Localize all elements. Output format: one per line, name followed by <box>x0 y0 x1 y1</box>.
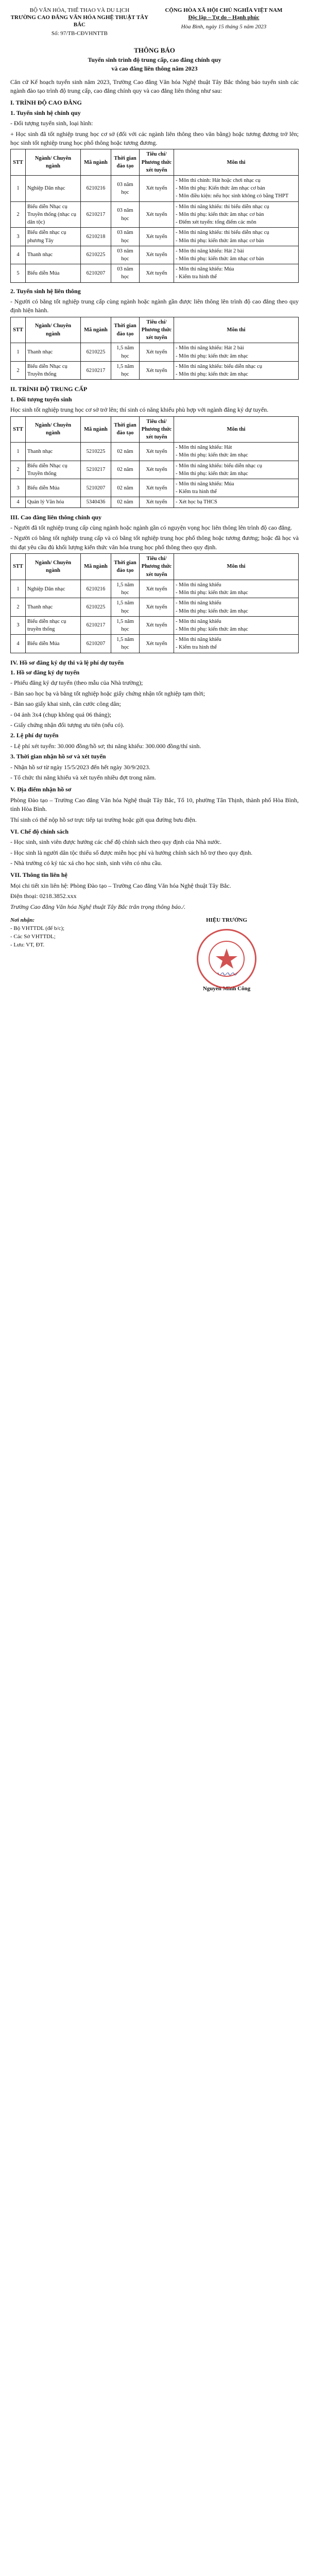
document-subtitle-1: Tuyển sinh trình độ trung cấp, cao đẳng chính quy <box>88 56 221 63</box>
cell-subjects <box>174 443 299 461</box>
cell-time: 03 năm học <box>111 246 140 264</box>
cell-subjects <box>174 264 299 282</box>
cell-criteria: Xét tuyển <box>140 176 174 202</box>
cell-code: 6210218 <box>81 228 111 246</box>
cell-criteria: Xét tuyển <box>140 479 174 497</box>
subject-line: - Môn thi phụ: kiến thức âm nhạc <box>176 470 248 477</box>
cell-no: 4 <box>11 246 26 264</box>
cell-time: 03 năm học <box>111 176 140 202</box>
table-row <box>11 497 299 507</box>
section-V-text-2: Thí sinh có thể nộp hồ sơ trực tiếp tại trường hoặc gửi qua đường bưu điện. <box>10 816 197 823</box>
cell-criteria: Xét tuyển <box>140 580 174 598</box>
signature-icon: 〰︎〰︎ <box>216 968 237 980</box>
col-header-subjects: Môn thi <box>174 554 299 580</box>
subject-line: - Môn thi phụ: kiến thức âm nhạc cơ bản <box>176 211 264 217</box>
subject-line: - Môn thi năng khiếu: Hát 2 bài <box>176 345 244 351</box>
col-header-time: Thời gian đào tạo <box>111 554 140 580</box>
col-header-no: STT <box>11 554 26 580</box>
cell-subjects <box>174 635 299 653</box>
table-row <box>11 616 299 634</box>
section-VII-text: Mọi chi tiết xin liên hệ: Phòng Đào tạo – Trường Cao đẳng Văn hóa Nghệ thuật Tây Bắc. <box>10 882 231 889</box>
col-header-time: Thời gian đào tạo <box>111 416 140 443</box>
signer-name: Nguyễn Minh Công <box>202 985 251 992</box>
cell-code: 5210217 <box>81 461 111 479</box>
subject-line: - Môn thi phụ: kiến thức âm nhạc <box>176 371 248 378</box>
table-row <box>11 580 299 598</box>
cell-name: Biểu diễn Nhạc cụ Truyền thống <box>26 361 81 379</box>
subject-line: - Kiểm tra hình thể <box>176 274 217 280</box>
subject-line: - Môn thi năng khiếu <box>176 637 221 643</box>
cell-time: 02 năm <box>111 461 140 479</box>
cell-criteria: Xét tuyển <box>140 343 174 361</box>
nation-name: CỘNG HÒA XÃ HỘI CHỦ NGHĨA VIỆT NAM <box>165 7 283 13</box>
table-row <box>11 246 299 264</box>
subject-line: - Môn thi năng khiếu: thi biểu diễn nhạc cụ <box>176 230 269 236</box>
subject-line: - Kiểm tra hình thể <box>176 489 217 495</box>
cell-subjects <box>174 479 299 497</box>
subject-line: - Môn thi năng khiếu: Hát 2 bài <box>176 248 244 254</box>
recipient-item: - Các Sở VHTTDL; <box>10 933 56 940</box>
cell-subjects <box>174 201 299 228</box>
section-IV-2-text: - Lệ phí xét tuyển: 30.000 đồng/hồ sơ; thi năng khiếu: 300.000 đồng/thí sinh. <box>10 742 201 750</box>
cell-criteria: Xét tuyển <box>140 246 174 264</box>
cell-no: 5 <box>11 264 26 282</box>
subject-line: - Môn thi phụ: kiến thức âm nhạc <box>176 452 248 459</box>
cell-no: 1 <box>11 343 26 361</box>
col-header-no: STT <box>11 317 26 343</box>
table-row <box>11 176 299 202</box>
subject-line: - Điểm xét tuyển: tổng điểm các môn <box>176 219 256 226</box>
cell-no: 2 <box>11 201 26 228</box>
col-header-criteria: Tiêu chí/ Phương thức xét tuyển <box>140 554 174 580</box>
section-I-1-object: - Đối tượng tuyển sinh, loại hình: <box>10 120 93 127</box>
document-date: Hòa Bình, ngày 15 tháng 5 năm 2023 <box>181 23 267 30</box>
table-row <box>11 461 299 479</box>
cell-code: 6210225 <box>81 598 111 616</box>
cell-name: Thanh nhạc <box>26 246 81 264</box>
cell-criteria: Xét tuyển <box>140 228 174 246</box>
cell-subjects <box>174 461 299 479</box>
cell-criteria: Xét tuyển <box>140 361 174 379</box>
col-header-code: Mã ngành <box>81 554 111 580</box>
section-IV-2-heading: 2. Lệ phí dự tuyển <box>10 732 59 739</box>
section-V-text: Phòng Đào tạo – Trường Cao đẳng Văn hóa Nghệ thuật Tây Bắc, Tổ 10, phường Tân Thịnh, thành phố Hòa Bình, tỉnh Hòa Bình. <box>10 796 299 813</box>
col-header-subjects: Môn thi <box>174 416 299 443</box>
cell-name: Biểu diễn Nhạc cụ Truyền thống <box>26 461 81 479</box>
subject-line: - Môn thi năng khiếu <box>176 600 221 606</box>
cell-name: Biểu diễn nhạc cụ truyền thống <box>26 616 81 634</box>
seal-star-icon <box>201 933 252 985</box>
motto: Độc lập – Tự do – Hạnh phúc <box>188 14 260 21</box>
cell-time: 02 năm <box>111 479 140 497</box>
table-row <box>11 201 299 228</box>
cell-no: 3 <box>11 479 26 497</box>
cell-time: 03 năm học <box>111 201 140 228</box>
table-row <box>11 479 299 497</box>
table-row <box>11 264 299 282</box>
subject-line: - Môn thi phụ: kiến thức âm nhạc <box>176 353 248 359</box>
cell-name: Thanh nhạc <box>26 598 81 616</box>
section-II-1-text: Học sinh tốt nghiệp trung học cơ sở trở lên; thí sinh có năng khiếu phù hợp với ngành đăng ký dự tuyển. <box>10 406 269 414</box>
col-header-name: Ngành/ Chuyên ngành <box>26 317 81 343</box>
cell-criteria: Xét tuyển <box>140 264 174 282</box>
cell-name: Thanh nhạc <box>26 343 81 361</box>
section-I-2-heading: 2. Tuyển sinh hệ liên thông <box>10 287 81 295</box>
subject-line: - Môn thi năng khiếu: biểu diễn nhạc cụ <box>176 463 262 469</box>
section-IV-3-heading: 3. Thời gian nhận hồ sơ và xét tuyển <box>10 753 106 760</box>
cell-code: 6210216 <box>81 176 111 202</box>
cell-no: 1 <box>11 580 26 598</box>
cell-no: 2 <box>11 461 26 479</box>
section-IV-1-list <box>10 679 299 730</box>
cell-subjects <box>174 246 299 264</box>
document-header <box>10 7 299 38</box>
list-item: - Phiếu đăng ký dự tuyển (theo mẫu của Nhà trường); <box>10 679 143 687</box>
section-I-2-text: - Người có bằng tốt nghiệp trung cấp cùng ngành hoặc ngành gần được liên thông lên trình độ cao đẳng theo quy định hiện hành. <box>10 298 299 314</box>
section-V-heading: V. Địa điểm nhận hồ sơ <box>10 786 72 793</box>
subject-line: - Môn thi phụ: kiến thức âm nhạc <box>176 590 248 596</box>
list-item: - Học sinh là người dân tộc thiểu số được miễn học phí và hưởng chính sách hỗ trợ theo quy định. <box>10 849 253 856</box>
cell-criteria: Xét tuyển <box>140 616 174 634</box>
subject-line: - Môn thi năng khiếu: thi biểu diễn nhạc cụ <box>176 204 269 210</box>
closing-statement: Trường Cao đẳng Văn hóa Nghệ thuật Tây Bắc trân trọng thông báo./. <box>10 903 186 910</box>
cell-time: 03 năm học <box>111 228 140 246</box>
section-I-1-heading: 1. Tuyển sinh hệ chính quy <box>10 109 81 116</box>
list-item: - Bản sao giấy khai sinh, căn cước công dân; <box>10 700 121 708</box>
subject-line: - Môn thi năng khiếu: Múa <box>176 481 234 487</box>
signature-block <box>10 917 299 993</box>
subject-line: - Môn thi năng khiếu <box>176 582 221 588</box>
subject-line: - Môn thi năng khiếu <box>176 618 221 624</box>
section-VII-heading: VII. Thông tin liên hệ <box>10 871 67 879</box>
cell-time: 1,5 năm học <box>111 635 140 653</box>
subject-line: - Môn thi năng khiếu: Múa <box>176 266 234 273</box>
cell-criteria: Xét tuyển <box>140 598 174 616</box>
cell-code: 6210217 <box>81 361 111 379</box>
cell-subjects <box>174 176 299 202</box>
section-VII-phone: Điện thoại: 0218.3852.xxx <box>10 892 77 900</box>
list-item: - Nhà trường có ký túc xá cho học sinh, sinh viên có nhu cầu. <box>10 859 162 867</box>
subject-line: - Môn điều kiện: nếu học sinh không có bằng THPT <box>176 193 289 199</box>
document-number: Số: 97/TB-CĐVHNTTB <box>51 30 108 37</box>
cell-code: 5210207 <box>81 479 111 497</box>
header-left <box>10 7 149 38</box>
section-I-heading: I. TRÌNH ĐỘ CAO ĐẲNG <box>10 99 82 107</box>
section-III-text-2: - Người có bằng tốt nghiệp trung cấp và có bằng tốt nghiệp trung học phổ thông hoặc tương đương; hoặc đã học và thi đạt yêu cầu đủ khối lượng kiến thức văn hóa trung học phổ thông theo quy định. <box>10 534 299 551</box>
cell-code: 6210225 <box>81 246 111 264</box>
col-header-name: Ngành/ Chuyên ngành <box>26 416 81 443</box>
col-header-code: Mã ngành <box>81 416 111 443</box>
cell-code: 6210217 <box>81 201 111 228</box>
cell-name: Biểu diễn Múa <box>26 264 81 282</box>
table-row <box>11 343 299 361</box>
col-header-name: Ngành/ Chuyên ngành <box>26 149 81 176</box>
table-row <box>11 443 299 461</box>
cell-no: 3 <box>11 616 26 634</box>
cell-subjects <box>174 343 299 361</box>
col-header-time: Thời gian đào tạo <box>111 149 140 176</box>
section-II-1-heading: 1. Đối tượng tuyển sinh <box>10 395 72 403</box>
table-college-regular <box>10 149 299 282</box>
ministry-name: BỘ VĂN HÓA, THỂ THAO VÀ DU LỊCH <box>29 7 130 13</box>
cell-subjects <box>174 361 299 379</box>
cell-name: Biểu diễn nhạc cụ phương Tây <box>26 228 81 246</box>
cell-name: Nghiệp Dân nhạc <box>26 580 81 598</box>
cell-time: 1,5 năm học <box>111 343 140 361</box>
col-header-criteria: Tiêu chí/ Phương thức xét tuyển <box>140 317 174 343</box>
recipient-item: - Bộ VHTTDL (để b/c); <box>10 925 65 931</box>
table-college-transfer-regular <box>10 553 299 653</box>
section-IV-1-heading: 1. Hồ sơ đăng ký dự tuyển <box>10 669 80 676</box>
subject-line: - Kiểm tra hình thể <box>176 645 217 651</box>
recipients-list <box>10 925 140 950</box>
table-row <box>11 228 299 246</box>
list-item: - Bản sao học bạ và bằng tốt nghiệp hoặc giấy chứng nhận tốt nghiệp tạm thời; <box>10 689 205 697</box>
header-right <box>149 7 299 38</box>
recipients-block <box>10 917 140 993</box>
recipients-label: Nơi nhận: <box>10 917 35 924</box>
cell-criteria: Xét tuyển <box>140 635 174 653</box>
cell-criteria: Xét tuyển <box>140 497 174 507</box>
recipient-item: - Lưu: VT, ĐT. <box>10 941 45 948</box>
signer-title: HIỆU TRƯỞNG <box>206 917 247 924</box>
section-III-text-1: - Người đã tốt nghiệp trung cấp cùng ngành hoặc ngành gần có nguyện vọng học liên thông lên trình độ cao đẳng. <box>10 524 293 532</box>
section-II-heading: II. TRÌNH ĐỘ TRUNG CẤP <box>10 385 88 393</box>
cell-code: 5340436 <box>81 497 111 507</box>
cell-time: 02 năm <box>111 443 140 461</box>
col-header-no: STT <box>11 149 26 176</box>
cell-no: 4 <box>11 497 26 507</box>
section-IV-heading: IV. Hồ sơ đăng ký dự thi và lệ phí dự tuyển <box>10 658 124 666</box>
col-header-time: Thời gian đào tạo <box>111 317 140 343</box>
cell-time: 02 năm <box>111 497 140 507</box>
list-item: - 04 ảnh 3x4 (chụp không quá 06 tháng); <box>10 710 111 718</box>
col-header-code: Mã ngành <box>81 317 111 343</box>
subject-line: - Môn thi năng khiếu: Hát <box>176 445 232 451</box>
section-IV-3-text-2: - Tổ chức thi năng khiếu và xét tuyển nhiều đợt trong năm. <box>10 773 156 781</box>
document-page <box>10 0 299 993</box>
section-VI-heading: VI. Chế độ chính sách <box>10 827 69 835</box>
section-VI-list <box>10 838 299 868</box>
subject-line: - Xét học bạ THCS <box>176 499 217 505</box>
list-item: - Học sinh, sinh viên được hưởng các chế độ chính sách theo quy định của Nhà nước. <box>10 838 222 846</box>
subject-line: - Môn thi chính: Hát hoặc chơi nhạc cụ <box>176 178 261 184</box>
section-III-heading: III. Cao đẳng liên thông chính quy <box>10 513 102 521</box>
cell-time: 1,5 năm học <box>111 580 140 598</box>
col-header-criteria: Tiêu chí/ Phương thức xét tuyển <box>140 416 174 443</box>
col-header-subjects: Môn thi <box>174 149 299 176</box>
cell-name: Nghiệp Dân nhạc <box>26 176 81 202</box>
cell-time: 1,5 năm học <box>111 598 140 616</box>
document-title: THÔNG BÁO <box>134 46 175 54</box>
cell-no: 2 <box>11 598 26 616</box>
cell-subjects <box>174 598 299 616</box>
cell-name: Thanh nhạc <box>26 443 81 461</box>
cell-subjects <box>174 580 299 598</box>
col-header-name: Ngành/ Chuyên ngành <box>26 554 81 580</box>
subject-line: - Môn thi năng khiếu: biểu diễn nhạc cụ <box>176 363 262 369</box>
section-I-1-object-text: + Học sinh đã tốt nghiệp trung học cơ sở (đối với các ngành liên thông theo văn bằng) hoặc tương đương trở lên; học sinh tốt nghiệp trung học phổ thông hoặc tương đương. <box>10 130 299 146</box>
intro-paragraph: Căn cứ Kế hoạch tuyển sinh năm 2023, Trường Cao đẳng Văn hóa Nghệ thuật Tây Bắc thông báo tuyển sinh các ngành đào tạo trình độ trung cấp, cao đẳng chính quy và cao đẳng liên thông như sau: <box>10 78 299 95</box>
col-header-code: Mã ngành <box>81 149 111 176</box>
official-seal-icon <box>197 929 256 989</box>
cell-name: Biểu diễn Múa <box>26 635 81 653</box>
list-item: - Giấy chứng nhận đối tượng ưu tiên (nếu có). <box>10 721 125 729</box>
signer-block <box>154 917 299 993</box>
subject-line: - Môn thi phụ: kiến thức âm nhạc cơ bản <box>176 238 264 244</box>
section-IV-3-text: - Nhận hồ sơ từ ngày 15/5/2023 đến hết ngày 30/9/2023. <box>10 763 150 771</box>
table-row <box>11 361 299 379</box>
cell-code: 6210207 <box>81 264 111 282</box>
cell-time: 1,5 năm học <box>111 361 140 379</box>
table-row <box>11 635 299 653</box>
cell-time: 1,5 năm học <box>111 616 140 634</box>
table-college-transfer <box>10 317 299 380</box>
subject-line: - Môn thi phụ: kiến thức âm nhạc cơ bản <box>176 256 264 262</box>
col-header-criteria: Tiêu chí/ Phương thức xét tuyển <box>140 149 174 176</box>
subject-line: - Môn thi phụ: kiến thức âm nhạc <box>176 608 248 614</box>
cell-code: 6210225 <box>81 343 111 361</box>
cell-subjects <box>174 497 299 507</box>
cell-no: 1 <box>11 176 26 202</box>
cell-criteria: Xét tuyển <box>140 201 174 228</box>
cell-no: 4 <box>11 635 26 653</box>
subject-line: - Môn thi phụ: Kiến thức âm nhạc cơ bản <box>176 185 265 192</box>
cell-no: 3 <box>11 228 26 246</box>
cell-no: 2 <box>11 361 26 379</box>
cell-code: 6210207 <box>81 635 111 653</box>
cell-code: 6210216 <box>81 580 111 598</box>
cell-time: 03 năm học <box>111 264 140 282</box>
cell-subjects <box>174 616 299 634</box>
subject-line: - Môn thi phụ: kiến thức âm nhạc <box>176 626 248 633</box>
cell-code: 5210225 <box>81 443 111 461</box>
cell-subjects <box>174 228 299 246</box>
table-row <box>11 598 299 616</box>
school-name: TRƯỜNG CAO ĐẲNG VĂN HÓA NGHỆ THUẬT TÂY BẮC <box>10 14 149 28</box>
col-header-subjects: Môn thi <box>174 317 299 343</box>
cell-name: Biểu diễn Nhạc cụ Truyền thống (nhạc cụ dân tộc) <box>26 201 81 228</box>
cell-criteria: Xét tuyển <box>140 461 174 479</box>
cell-no: 1 <box>11 443 26 461</box>
cell-code: 6210217 <box>81 616 111 634</box>
document-subtitle-2: và cao đẳng liên thông năm 2023 <box>111 65 198 73</box>
table-intermediate <box>10 416 299 508</box>
cell-name: Biểu diễn Múa <box>26 479 81 497</box>
col-header-no: STT <box>11 416 26 443</box>
cell-criteria: Xét tuyển <box>140 443 174 461</box>
cell-name: Quản lý Văn hóa <box>26 497 81 507</box>
